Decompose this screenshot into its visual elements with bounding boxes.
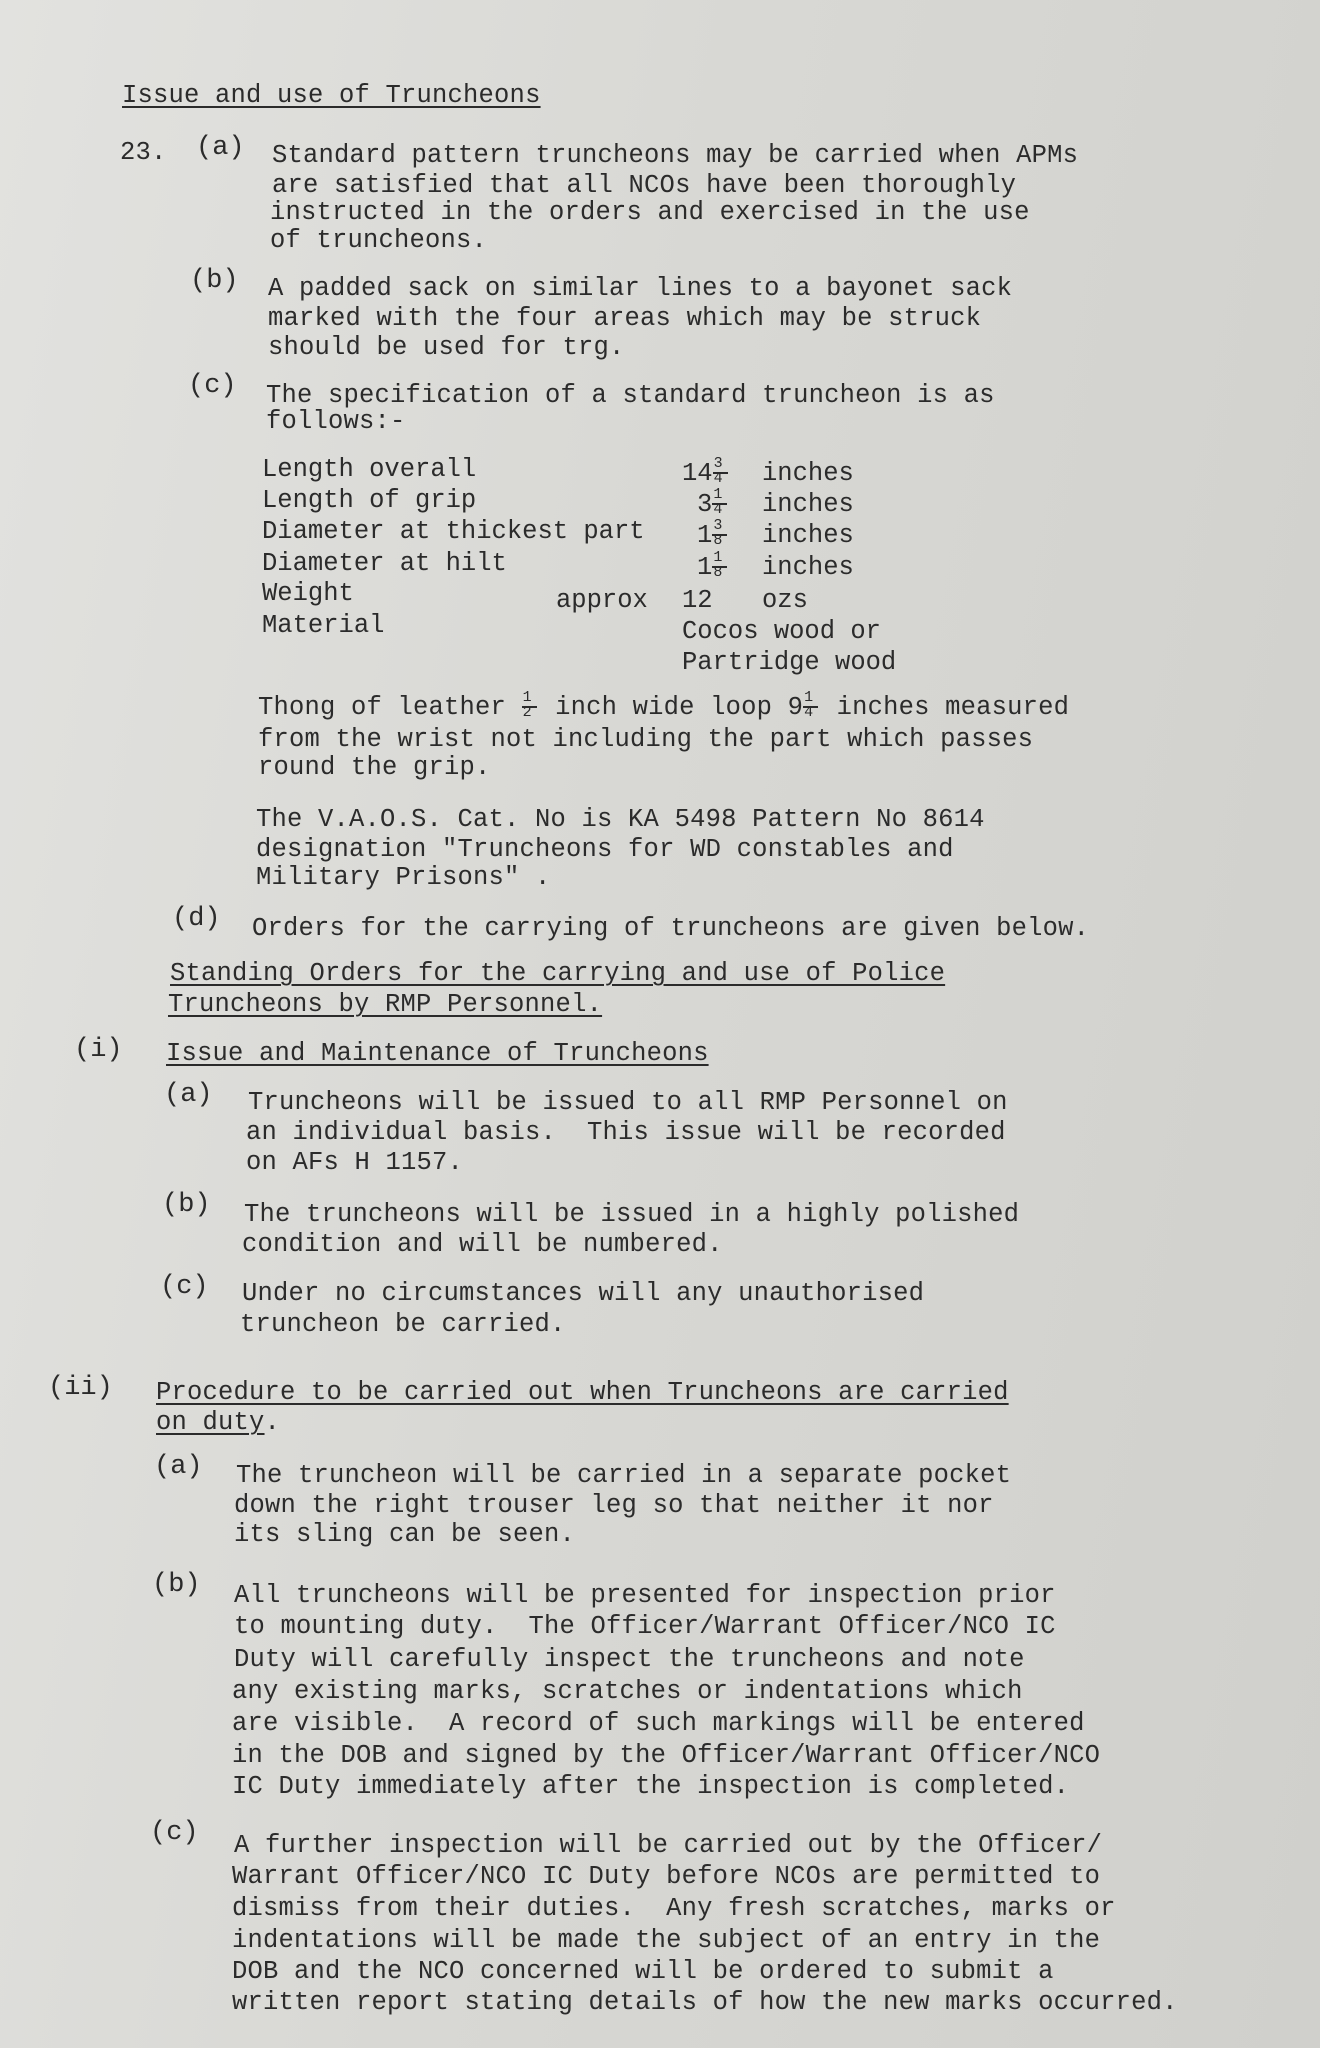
section-i-a-line: Truncheons will be issued to all RMP Personnel on [248,1088,1008,1117]
section-ii-a-line: The truncheon will be carried in a separate pocket [236,1461,1012,1490]
section-i-title: Issue and Maintenance of Truncheons [166,1039,709,1068]
section-ii-a-line: its sling can be seen. [234,1520,576,1549]
section-ii-b-line: any existing marks, scratches or indentations which [232,1677,1023,1706]
section-ii-title: Procedure to be carried out when Truncheons are carried [156,1378,1009,1407]
section-ii-b-line: IC Duty immediately after the inspection is completed. [232,1772,1070,1801]
section-i-b-label: (b) [162,1190,211,1220]
section-i-a-label: (a) [164,1080,213,1110]
thong-line: Thong of leather $\frac{1}{2}$ inch wide loop 9 $\frac{1}{4}$ inches measured [258,689,1070,722]
thong-line: round the grip. [258,753,491,782]
section-ii-c-line: DOB and the NCO concerned will be ordered to submit a [232,1957,1054,1986]
spec-value: 1 $\frac{3}{8}$ [697,520,730,551]
item-label-a: (a) [196,133,245,163]
section-ii-c-line: Warrant Officer/NCO IC Duty before NCOs are permitted to [232,1862,1101,1891]
spec-unit: ozs [762,586,808,615]
section-i-b-line: condition and will be numbered. [242,1230,723,1259]
section-i-c-line: truncheon be carried. [240,1310,566,1339]
spec-value: Cocos wood or [682,617,881,646]
item-a-line: Standard pattern truncheons may be carried when APMs [272,141,1079,170]
paragraph-number: 23. [120,138,167,167]
section-ii-c-label: (c) [150,1818,199,1848]
spec-value: 14 $\frac{3}{4}$ [682,458,731,489]
thong-line: from the wrist not including the part which passes [258,725,1034,754]
section-ii-c-line: dismiss from their duties. Any fresh scratches, marks or [232,1894,1116,1923]
item-a-line: of truncheons. [270,226,488,255]
spec-name: Material [262,611,385,640]
spec-value: 3 $\frac{1}{4}$ [697,489,730,520]
section-ii-b-line: Duty will carefully inspect the truncheons and note [234,1645,1025,1674]
item-b-line: should be used for trg. [268,333,625,362]
section-ii-a-label: (a) [154,1452,203,1482]
vaos-line: The V.A.O.S. Cat. No is KA 5498 Pattern No 8614 [256,805,985,834]
item-label-d: (d) [172,904,221,934]
section-ii-title: on duty. [156,1408,281,1437]
section-ii-c-line: A further inspection will be carried out by the Officer/ [234,1831,1103,1860]
standing-orders-title: Standing Orders for the carrying and use of Police [170,959,946,988]
spec-name: Weight [262,579,354,608]
section-i-a-line: an individual basis. This issue will be recorded [246,1118,1006,1147]
section-i-label: (i) [74,1035,123,1065]
spec-unit: inches [762,459,854,488]
spec-name: Diameter at thickest part [262,517,645,546]
item-a-line: instructed in the orders and exercised in the use [270,198,1030,227]
section-ii-label: (ii) [48,1373,113,1403]
section-ii-b-line: to mounting duty. The Officer/Warrant Officer/NCO IC [234,1612,1056,1641]
item-a-line: are satisfied that all NCOs have been thoroughly [272,171,1017,200]
spec-unit: inches [762,521,854,550]
spec-unit: inches [762,490,854,519]
section-ii-c-line: written report stating details of how the new marks occurred. [232,1988,1178,2017]
spec-name: Length overall [262,455,477,484]
spec-approx: approx [556,586,648,615]
vaos-line: Military Prisons" . [256,863,551,892]
section-ii-b-line: All truncheons will be presented for inspection prior [234,1581,1056,1610]
item-b-line: A padded sack on similar lines to a bayonet sack [268,274,1013,303]
section-i-b-line: The truncheons will be issued in a highly polished [244,1200,1020,1229]
item-c-line: The specification of a standard truncheon is as [266,381,995,410]
item-label-c: (c) [188,371,237,401]
section-heading: Issue and use of Truncheons [122,81,541,110]
spec-name: Length of grip [262,486,477,515]
section-i-a-line: on AFs H 1157. [246,1148,464,1177]
section-ii-b-label: (b) [152,1570,201,1600]
spec-name: Diameter at hilt [262,549,507,578]
spec-value: 1 $\frac{1}{8}$ [697,552,730,583]
section-ii-a-line: down the right trouser leg so that neither it nor [234,1491,994,1520]
vaos-line: designation "Truncheons for WD constables and [256,835,954,864]
section-ii-b-line: are visible. A record of such markings will be entered [232,1709,1085,1738]
section-ii-c-line: indentations will be made the subject of an entry in the [232,1926,1101,1955]
section-ii-b-line: in the DOB and signed by the Officer/Warrant Officer/NCO [232,1741,1101,1770]
item-c-line: follows:- [266,407,406,436]
standing-orders-title: Truncheons by RMP Personnel. [168,990,603,1019]
item-label-b: (b) [190,266,239,296]
spec-value: Partridge wood [682,648,897,677]
spec-unit: inches [762,553,854,582]
item-b-line: marked with the four areas which may be struck [268,304,982,333]
section-i-c-label: (c) [160,1272,209,1302]
item-d-text: Orders for the carrying of truncheons are given below. [252,914,1090,943]
section-i-c-line: Under no circumstances will any unauthorised [242,1279,925,1308]
spec-value: 12 [682,586,713,615]
